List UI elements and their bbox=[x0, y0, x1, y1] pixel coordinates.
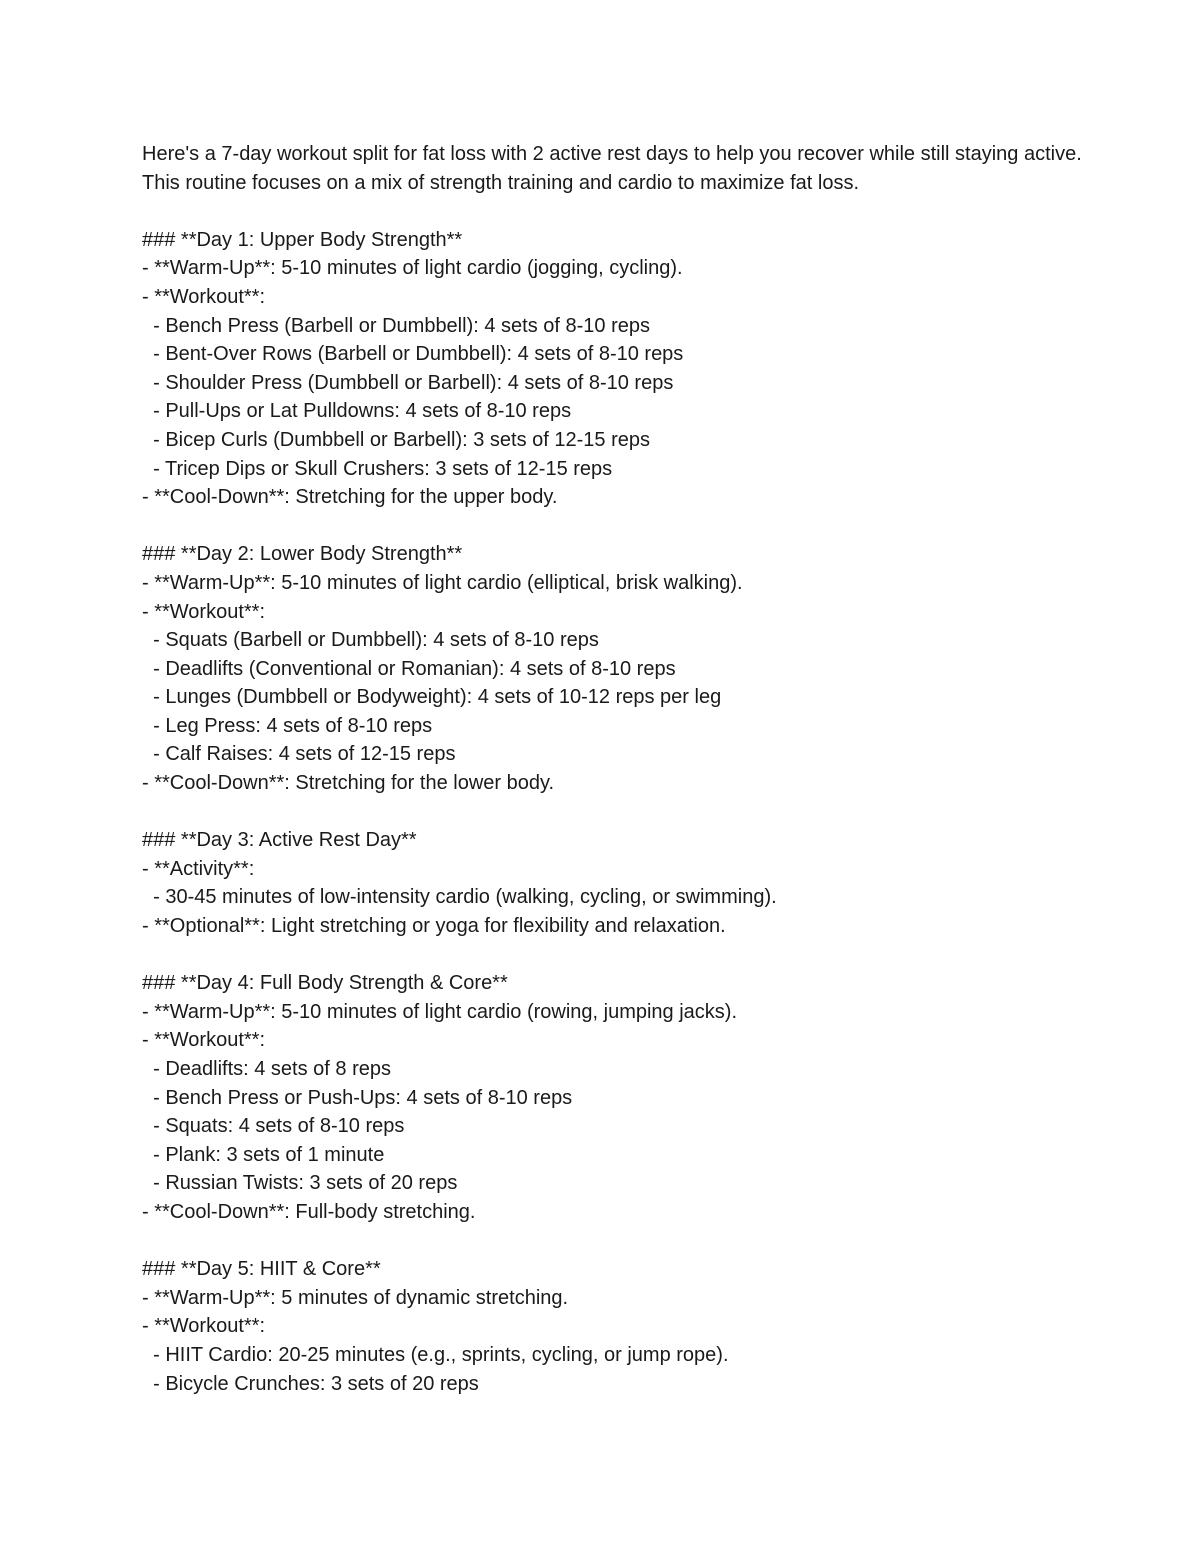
day2-item: - Deadlifts (Conventional or Romanian): 4 sets of 8-10 reps bbox=[142, 657, 676, 680]
day2-item: - Lunges (Dumbbell or Bodyweight): 4 sets of 10-12 reps per leg bbox=[142, 686, 722, 709]
day3-activity-label: - **Activity**: bbox=[142, 857, 255, 880]
day5-warmup: - **Warm-Up**: 5 minutes of dynamic stretching. bbox=[142, 1286, 569, 1309]
day4-heading: ### **Day 4: Full Body Strength & Core** bbox=[142, 972, 508, 995]
day5-heading: ### **Day 5: HIIT & Core** bbox=[142, 1258, 381, 1281]
day2-item: - Calf Raises: 4 sets of 12-15 reps bbox=[142, 743, 456, 766]
day1-item: - Bicep Curls (Dumbbell or Barbell): 3 sets of 12-15 reps bbox=[142, 428, 650, 451]
day3-heading: ### **Day 3: Active Rest Day** bbox=[142, 829, 417, 852]
day1-item: - Bent-Over Rows (Barbell or Dumbbell): 4 sets of 8-10 reps bbox=[142, 343, 684, 366]
day2-item: - Leg Press: 4 sets of 8-10 reps bbox=[142, 714, 433, 737]
day1-workout-label: - **Workout**: bbox=[142, 285, 266, 308]
day4-item: - Russian Twists: 3 sets of 20 reps bbox=[142, 1172, 458, 1195]
day5-item: - HIIT Cardio: 20-25 minutes (e.g., sprints, cycling, or jump rope). bbox=[142, 1343, 729, 1366]
day2-cooldown: - **Cool-Down**: Stretching for the lower body. bbox=[142, 772, 555, 795]
day4-section bbox=[142, 969, 1082, 1226]
spacer bbox=[142, 941, 1082, 970]
day4-item: - Squats: 4 sets of 8-10 reps bbox=[142, 1115, 405, 1138]
intro-paragraph: Here's a 7-day workout split for fat loss with 2 active rest days to help you recover while still staying active. This routine focuses on a mix of strength training and cardio to maximize fat loss. bbox=[142, 143, 1082, 194]
day1-warmup: - **Warm-Up**: 5-10 minutes of light cardio (jogging, cycling). bbox=[142, 257, 683, 280]
day5-section bbox=[142, 1255, 1082, 1398]
day4-workout-label: - **Workout**: bbox=[142, 1029, 266, 1052]
day1-item: - Bench Press (Barbell or Dumbbell): 4 sets of 8-10 reps bbox=[142, 314, 650, 337]
spacer bbox=[142, 1227, 1082, 1256]
document-body bbox=[142, 140, 1082, 1398]
day4-cooldown: - **Cool-Down**: Full-body stretching. bbox=[142, 1200, 476, 1223]
day2-workout-label: - **Workout**: bbox=[142, 600, 266, 623]
day2-heading: ### **Day 2: Lower Body Strength** bbox=[142, 543, 463, 566]
day1-section bbox=[142, 226, 1082, 512]
day3-optional: - **Optional**: Light stretching or yoga for flexibility and relaxation. bbox=[142, 915, 726, 938]
day5-item: - Bicycle Crunches: 3 sets of 20 reps bbox=[142, 1372, 479, 1395]
day4-item: - Deadlifts: 4 sets of 8 reps bbox=[142, 1058, 391, 1080]
day4-item: - Bench Press or Push-Ups: 4 sets of 8-10 reps bbox=[142, 1086, 573, 1109]
day1-item: - Tricep Dips or Skull Crushers: 3 sets of 12-15 reps bbox=[142, 457, 613, 480]
day1-heading: ### **Day 1: Upper Body Strength** bbox=[142, 228, 463, 251]
spacer bbox=[142, 798, 1082, 827]
spacer bbox=[142, 197, 1082, 226]
day4-warmup: - **Warm-Up**: 5-10 minutes of light cardio (rowing, jumping jacks). bbox=[142, 1000, 738, 1023]
day3-item: - 30-45 minutes of low-intensity cardio (walking, cycling, or swimming). bbox=[142, 886, 777, 909]
day1-item: - Pull-Ups or Lat Pulldowns: 4 sets of 8-10 reps bbox=[142, 400, 572, 423]
day2-section bbox=[142, 540, 1082, 797]
day4-item: - Plank: 3 sets of 1 minute bbox=[142, 1143, 385, 1166]
spacer bbox=[142, 512, 1082, 541]
day2-item: - Squats (Barbell or Dumbbell): 4 sets of 8-10 reps bbox=[142, 629, 599, 652]
day2-warmup: - **Warm-Up**: 5-10 minutes of light cardio (elliptical, brisk walking). bbox=[142, 571, 743, 594]
day1-cooldown: - **Cool-Down**: Stretching for the upper body. bbox=[142, 486, 558, 509]
day3-section bbox=[142, 826, 1082, 940]
day5-workout-label: - **Workout**: bbox=[142, 1315, 266, 1338]
day1-item: - Shoulder Press (Dumbbell or Barbell): 4 sets of 8-10 reps bbox=[142, 371, 674, 394]
